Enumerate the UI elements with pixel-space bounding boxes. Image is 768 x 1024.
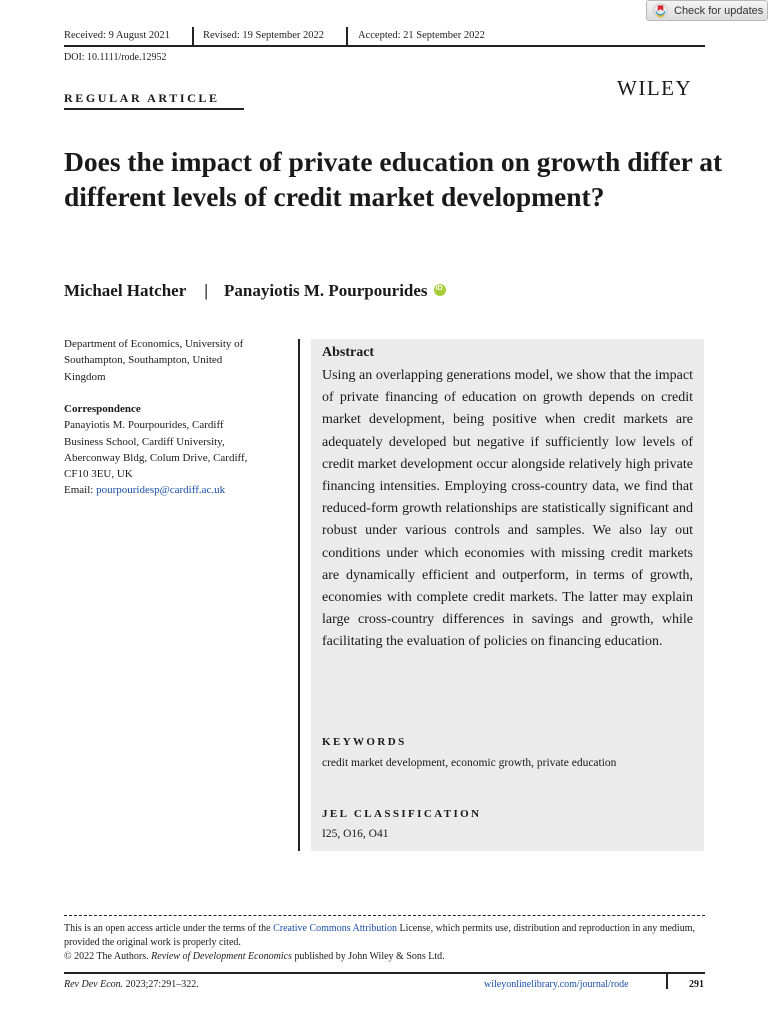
article-title: Does the impact of private education on growth differ at different levels of credit market development? — [64, 146, 723, 212]
author-name[interactable]: Michael Hatcher — [64, 281, 187, 300]
check-for-updates-label: Check for updates — [674, 4, 764, 17]
email-line — [64, 482, 286, 498]
citation — [64, 979, 199, 990]
jel-heading: JEL CLASSIFICATION — [322, 808, 482, 820]
keywords-heading: KEYWORDS — [322, 736, 407, 748]
license-text: License, which permits use, distribution and reproduction in any medium, provided the original work is properly cited. — [64, 923, 695, 949]
license-footnote — [64, 922, 705, 965]
footer-rule — [64, 972, 705, 974]
copyright-text: published by John Wiley & Sons Ltd. — [291, 951, 445, 963]
abstract-heading: Abstract — [322, 345, 375, 360]
affiliation-line: Kingdom — [64, 370, 106, 383]
correspondence-line: Panayiotis M. Pourpourides, Cardiff — [64, 419, 224, 432]
license-link[interactable]: Creative Commons Attribution — [273, 923, 397, 934]
abstract-text: Using an overlapping generations model, we show that the impact of private financing of education on growth depends on credit market development, being positive when credit markets are adequately developed but negative if sufficiently low levels of credit market development occur alongside relatively high private financing intensities. Employing cross-country data, we find that reduced-form growth relationships are statistically significant and robust under various controls and samples. We also lay out conditions under which economies with missing credit markets are dynamically efficient and outperform, in terms of growth, economies with complete credit markets. The latter may explain large cross-country differences in savings and growth, while facilitating the evaluation of policies on financing education. — [322, 368, 693, 650]
citation-details: 2023;27:291–322. — [123, 979, 199, 990]
footer-divider — [666, 972, 668, 989]
license-text: This is an open access article under the terms of the — [64, 923, 274, 934]
page-number: 291 — [689, 979, 704, 990]
journal-abbrev: Rev Dev Econ. — [64, 979, 124, 990]
affiliation-line: Department of Economics, University of — [64, 338, 244, 350]
author-name[interactable]: Panayiotis M. Pourpourides — [224, 281, 428, 300]
correspondence — [64, 401, 286, 499]
correspondence-line: CF10 3EU, UK — [64, 468, 133, 481]
accepted-date: Accepted: 21 September 2022 — [358, 30, 485, 41]
crossmark-icon — [653, 3, 668, 18]
header-divider — [346, 27, 348, 46]
jel-codes: I25, O16, O41 — [322, 828, 389, 840]
journal-name: Review of Development Economics — [151, 951, 292, 963]
correspondence-line: Aberconway Bldg, Colum Drive, Cardiff, — [64, 451, 248, 464]
article-type-rule — [64, 108, 244, 110]
affiliation-line: Southampton, Southampton, United — [64, 354, 223, 367]
check-for-updates-button[interactable] — [646, 0, 768, 21]
affiliation — [64, 336, 286, 385]
keywords-text: credit market development, economic growth, private education — [322, 757, 617, 769]
publisher-logo: WILEY — [617, 76, 693, 100]
doi[interactable]: DOI: 10.1111/rode.12952 — [64, 52, 167, 63]
header-divider — [192, 27, 194, 46]
correspondence-line: Business School, Cardiff University, — [64, 435, 225, 448]
correspondence-heading: Correspondence — [64, 403, 141, 415]
header-rule — [64, 45, 705, 47]
footnote-rule — [64, 915, 705, 916]
article-type: REGULAR ARTICLE — [64, 91, 220, 105]
revised-date: Revised: 19 September 2022 — [203, 30, 325, 41]
journal-website-link[interactable]: wileyonlinelibrary.com/journal/rode — [484, 979, 629, 990]
author-separator: | — [204, 281, 209, 300]
orcid-icon[interactable] — [434, 284, 446, 296]
received-date: Received: 9 August 2021 — [64, 30, 170, 41]
author-list — [64, 281, 446, 301]
email-link[interactable]: pourpouridesp@cardiff.ac.uk — [96, 484, 226, 497]
copyright-text: © 2022 The Authors. — [64, 951, 152, 963]
column-divider — [298, 339, 300, 851]
email-label: Email: — [64, 484, 97, 497]
